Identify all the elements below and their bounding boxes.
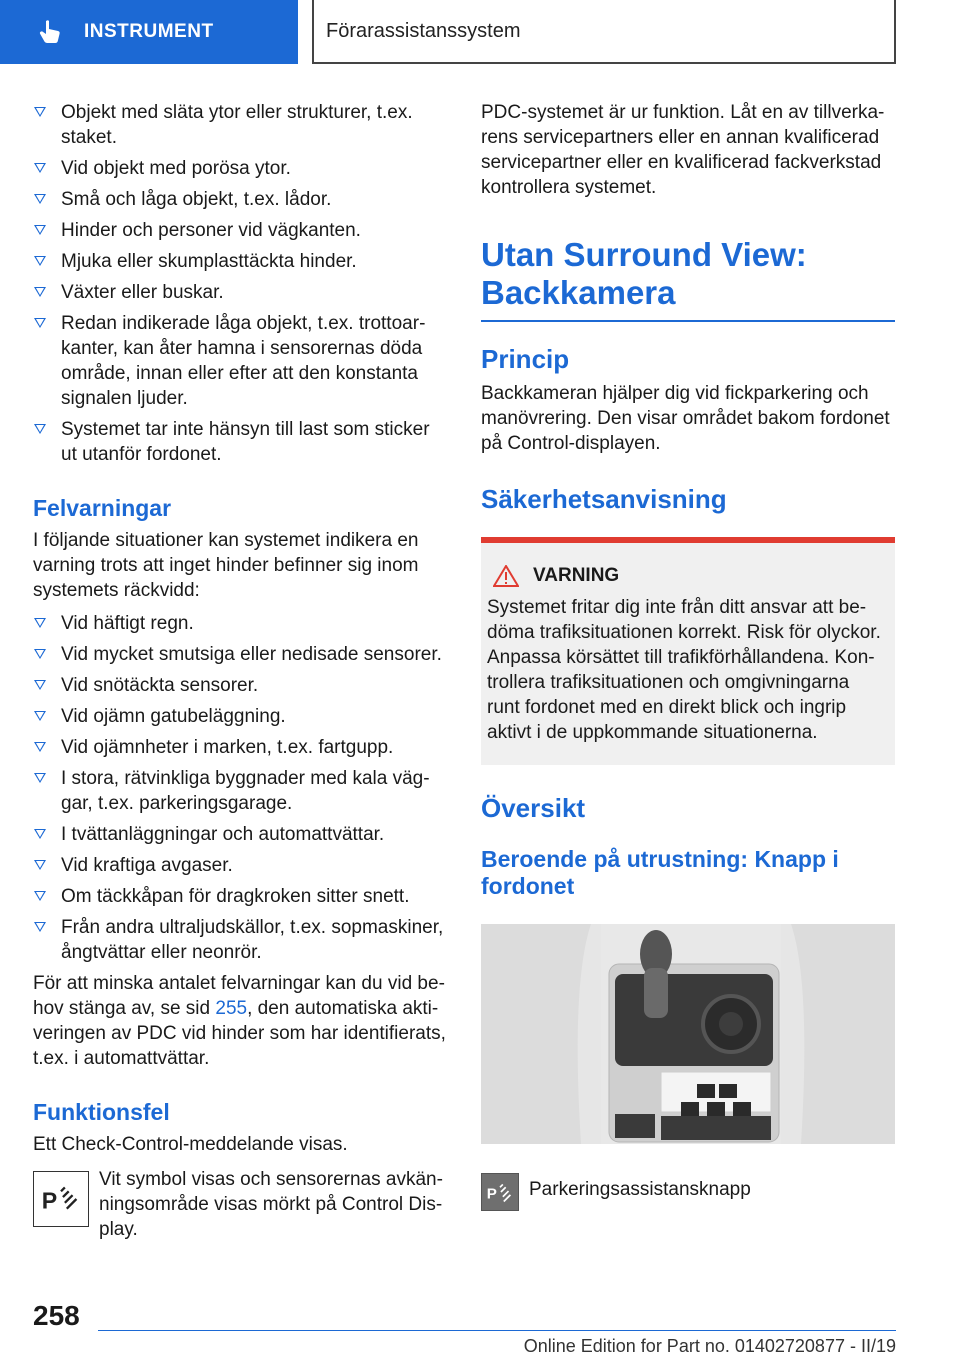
oversikt-heading: Översikt	[481, 793, 586, 823]
bullet-icon	[34, 424, 46, 434]
warning-label: VARNING	[533, 565, 620, 586]
subsection-title: Förarassistanssystem	[326, 19, 521, 42]
pdc-symbol-icon	[33, 1171, 89, 1227]
page-number: 258	[33, 1300, 80, 1331]
hand-pointer-icon	[38, 19, 62, 45]
list-item: Vid ojämn gatubeläggning.	[33, 704, 448, 729]
bullet-icon	[34, 829, 46, 839]
felvarningar-heading: Felvarningar	[33, 495, 172, 521]
funktionsfel-heading: Funktionsfel	[33, 1099, 170, 1125]
list-item: Systemet tar inte hänsyn till last som sticker ut utanför fordonet.	[33, 417, 448, 467]
left-column	[33, 100, 448, 1242]
reduce-warnings-text: För att minska antalet felvarningar kan du vid behov stänga av, se sid 255, den automatiska aktiveringen av PDC vid hinder som har identifierats, t.ex. i automattvättar.	[33, 973, 446, 1069]
beroende-heading: Beroende på utrustning: Knapp i fordonet	[481, 846, 839, 899]
pdc-icon-text: Vit symbol visas och sensorernas avkänningsområde visas mörkt på Control Display.	[99, 1169, 443, 1240]
footer-edition: Online Edition for Part no. 01402720877 - II/19	[523, 1336, 896, 1356]
list-item: Vid häftigt regn.	[33, 611, 448, 636]
bullet-icon	[34, 649, 46, 659]
warning-text: Systemet fritar dig inte från ditt ansvar att bedöma trafiksituationen korrekt. Risk för olyckor. Anpassa körsättet till trafikförhållandena. Kontrollera trafiksituationen och omgivningarna runt fordonet med en direkt blick och ingrip aktivt i de uppkommande situationerna.	[487, 597, 881, 743]
bullet-icon	[34, 773, 46, 783]
felvarningar-text: I följande situationer kan systemet indikera en varning trots att inget hinder befinner sig inom systemets räckvidd:	[33, 530, 419, 601]
section-tab	[0, 0, 298, 64]
warning-triangle-icon	[493, 565, 519, 587]
list-item: Vid objekt med porösa ytor.	[33, 156, 448, 181]
list-item: Vid kraftiga avgaser.	[33, 853, 448, 878]
list-item: Vid ojämnheter i marken, t.ex. fartgupp.	[33, 735, 448, 760]
svg-text:P: P	[486, 1185, 497, 1203]
list-item: Växter eller buskar.	[33, 280, 448, 305]
caption-row	[481, 1169, 895, 1211]
warning-title	[493, 565, 887, 587]
list-item: Små och låga objekt, t.ex. lådor.	[33, 187, 448, 212]
funktionsfel-text: Ett Check-Control-meddelande visas.	[33, 1134, 348, 1155]
bullet-icon	[34, 318, 46, 328]
list-item: Vid snötäckta sensorer.	[33, 673, 448, 698]
main-heading: Utan Surround View: Backkamera	[481, 236, 895, 322]
bullet-icon	[34, 225, 46, 235]
false-warnings-list	[33, 611, 448, 965]
list-item: Vid mycket smutsiga eller nedisade sensorer.	[33, 642, 448, 667]
limitations-list	[33, 100, 448, 467]
princip-text: Backkameran hjälper dig vid fickparkering och manövrering. Den visar området bakom fordonet på Control-displayen.	[481, 383, 890, 454]
list-item: Hinder och personer vid vägkanten.	[33, 218, 448, 243]
page-header	[0, 0, 960, 66]
list-item: I tvättanläggningar och automattvättar.	[33, 822, 448, 847]
bullet-icon	[34, 194, 46, 204]
bullet-icon	[34, 711, 46, 721]
parking-assist-button-icon	[481, 1173, 519, 1211]
footer-divider	[98, 1330, 896, 1331]
sakerhet-heading: Säkerhetsanvisning	[481, 484, 727, 514]
page-link[interactable]: 255	[215, 998, 248, 1019]
bullet-icon	[34, 287, 46, 297]
bullet-icon	[34, 742, 46, 752]
center-console-photo	[481, 924, 895, 1144]
bullet-icon	[34, 680, 46, 690]
photo-caption: Parkeringsassistansknapp	[529, 1179, 751, 1200]
warning-box	[481, 537, 895, 765]
pdc-icon-row	[33, 1167, 448, 1242]
bullet-icon	[34, 256, 46, 266]
bullet-icon	[34, 891, 46, 901]
subsection-tab	[312, 0, 896, 64]
list-item: Om täckkåpan för dragkroken sitter snett.	[33, 884, 448, 909]
princip-heading: Princip	[481, 344, 570, 374]
bullet-icon	[34, 860, 46, 870]
list-item: Från andra ultraljudskällor, t.ex. sopmaskiner, ångtvättar eller neonrör.	[33, 915, 448, 965]
bullet-icon	[34, 163, 46, 173]
bullet-icon	[34, 618, 46, 628]
section-title: INSTRUMENT	[84, 21, 214, 42]
list-item: Mjuka eller skumplasttäckta hinder.	[33, 249, 448, 274]
list-item: I stora, rätvinkliga byggnader med kala väggar, t.ex. parkeringsgarage.	[33, 766, 448, 816]
bullet-icon	[34, 922, 46, 932]
pdc-fault-text: PDC-systemet är ur funktion. Låt en av tillverkarens servicepartners eller en annan kvalificerad servicepartner eller en kvalificerad fackverkstad kontrollera systemet.	[481, 102, 885, 198]
bullet-icon	[34, 107, 46, 117]
svg-text:P: P	[41, 1187, 58, 1214]
list-item: Objekt med släta ytor eller strukturer, t.ex. staket.	[33, 100, 448, 150]
right-column	[481, 100, 895, 1211]
list-item: Redan indikerade låga objekt, t.ex. trottoarkanter, kan åter hamna i sensorernas döda område, innan eller efter att den konstanta signalen ljuder.	[33, 311, 448, 411]
